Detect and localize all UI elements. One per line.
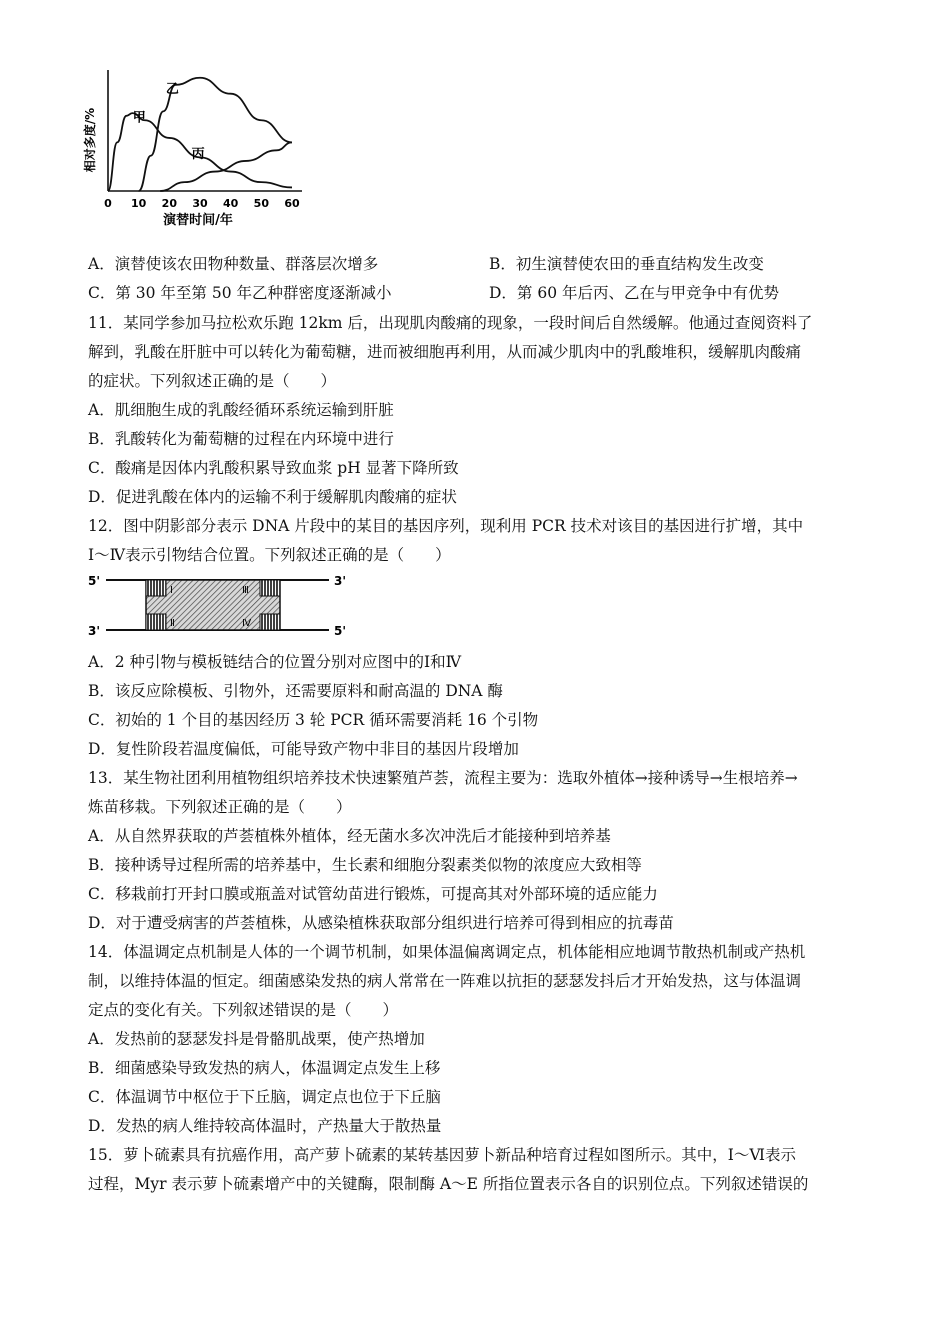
primer-site-ii: [146, 614, 166, 630]
label-iv: Ⅳ: [242, 618, 252, 629]
chart-x-axis-label: 演替时间/年: [163, 213, 233, 228]
primer-site-iv: [260, 614, 280, 630]
primer-site-iii: [260, 580, 280, 596]
q12-option-d: D．复性阶段若温度偏低，可能导致产物中非目的基因片段增加: [88, 740, 519, 758]
q10-option-a: A．演替使该农田物种数量、群落层次增多: [88, 255, 379, 273]
q14-stem-line: 制，以维持体温的恒定。细菌感染发热的病人常常在一阵难以抗拒的瑟瑟发抖后才开始发热，这与体温调: [88, 972, 802, 990]
q12-stem-line: Ⅰ～Ⅳ表示引物结合位置。下列叙述正确的是（ ）: [88, 546, 451, 564]
q12-option-b: B．该反应除模板、引物外，还需要原料和耐高温的 DNA 酶: [88, 682, 503, 700]
q14-option-b: B．细菌感染导致发热的病人，体温调定点发生上移: [88, 1059, 441, 1077]
q11-option-d: D．促进乳酸在体内的运输不利于缓解肌肉酸痛的症状: [88, 488, 457, 506]
x-tick-label: 40: [223, 197, 239, 210]
q10-option-d: D．第 60 年后丙、乙在与甲竞争中有优势: [489, 284, 780, 302]
q13-option-a: A．从自然界获取的芦荟植株外植体，经无菌水多次冲洗后才能接种到培养基: [88, 827, 611, 845]
series-label-0: 甲: [132, 110, 146, 126]
q14-option-d: D．发热的病人维持较高体温时，产热量大于散热量: [88, 1117, 442, 1135]
q13-option-b: B．接种诱导过程所需的培养基中，生长素和细胞分裂素类似物的浓度应大致相等: [88, 856, 642, 874]
dna-top-left-end: 5': [88, 574, 101, 588]
q13-option-c: C．移栽前打开封口膜或瓶盖对试管幼苗进行锻炼，可提高其对外部环境的适应能力: [88, 885, 658, 903]
label-i: Ⅰ: [170, 585, 173, 596]
series-label-1: 乙: [165, 81, 179, 97]
x-tick-label: 50: [253, 197, 269, 210]
q11-option-c: C．酸痛是因体内乳酸积累导致血浆 pH 显著下降所致: [88, 459, 459, 477]
q11-option-a: A．肌细胞生成的乳酸经循环系统运输到肝脏: [88, 401, 394, 419]
q13-option-d: D．对于遭受病害的芦荟植株，从感染植株获取部分组织进行培养可得到相应的抗毒苗: [88, 914, 674, 932]
q14-stem-line: 定点的变化有关。下列叙述错误的是（ ）: [88, 1001, 399, 1019]
q14-option-a: A．发热前的瑟瑟发抖是骨骼肌战栗，使产热增加: [88, 1030, 425, 1048]
label-ii: Ⅱ: [170, 618, 175, 629]
q14-option-c: C．体温调节中枢位于下丘脑，调定点也位于下丘脑: [88, 1088, 441, 1106]
q11-stem-line: 解到，乳酸在肝脏中可以转化为葡萄糖，进而被细胞再利用，从而减少肌肉中的乳酸堆积，缓解肌肉酸痛: [88, 343, 802, 361]
q11-option-b: B．乳酸转化为葡萄糖的过程在内环境中进行: [88, 430, 394, 448]
q15-stem-line: 15．萝卜硫素具有抗癌作用，高产萝卜硫素的某转基因萝卜新品种培育过程如图所示。其中，Ⅰ～Ⅵ表示: [88, 1146, 796, 1164]
q10-option-c: C．第 30 年至第 50 年乙种群密度逐渐减小: [88, 284, 392, 302]
q10-option-b: B．初生演替使农田的垂直结构发生改变: [489, 255, 764, 273]
succession-chart: [80, 62, 320, 234]
q14-stem-line: 14．体温调定点机制是人体的一个调节机制，如果体温偏离调定点，机体能相应地调节散热机制或产热机: [88, 943, 806, 961]
q12-option-c: C．初始的 1 个目的基因经历 3 轮 PCR 循环需要消耗 16 个引物: [88, 711, 539, 729]
q12-stem-line: 12．图中阴影部分表示 DNA 片段中的某目的基因序列，现利用 PCR 技术对该目的基因进行扩增，其中: [88, 517, 804, 535]
q11-stem-line: 11．某同学参加马拉松欢乐跑 12km 后，出现肌肉酸痛的现象，一段时间后自然缓解。他通过查阅资料了: [88, 314, 813, 332]
q12-option-a: A．2 种引物与模板链结合的位置分别对应图中的Ⅰ和Ⅳ: [88, 653, 462, 671]
series-label-2: 丙: [191, 146, 205, 162]
dna-pcr-diagram: [84, 570, 354, 640]
x-tick-label: 0: [104, 197, 112, 210]
label-iii: Ⅲ: [242, 585, 249, 596]
x-tick-label: 10: [131, 197, 147, 210]
dna-top-right-end: 3': [334, 574, 347, 588]
q13-stem-line: 13．某生物社团利用植物组织培养技术快速繁殖芦荟，流程主要为：选取外植体→接种诱导→生根培养→: [88, 769, 798, 787]
q15-stem-line: 过程，Myr 表示萝卜硫素增产中的关键酶，限制酶 A～E 所指位置表示各自的识别位点。下列叙述错误的: [88, 1175, 809, 1193]
q13-stem-line: 炼苗移栽。下列叙述正确的是（ ）: [88, 798, 352, 816]
x-tick-label: 30: [192, 197, 208, 210]
dna-bottom-left-end: 3': [88, 624, 101, 638]
x-tick-label: 20: [161, 197, 177, 210]
x-tick-label: 60: [284, 197, 300, 210]
dna-bottom-right-end: 5': [334, 624, 347, 638]
primer-site-i: [146, 580, 166, 596]
q11-stem-line: 的症状。下列叙述正确的是（ ）: [88, 372, 337, 390]
chart-y-axis-label: 相对多度/%: [83, 107, 97, 173]
